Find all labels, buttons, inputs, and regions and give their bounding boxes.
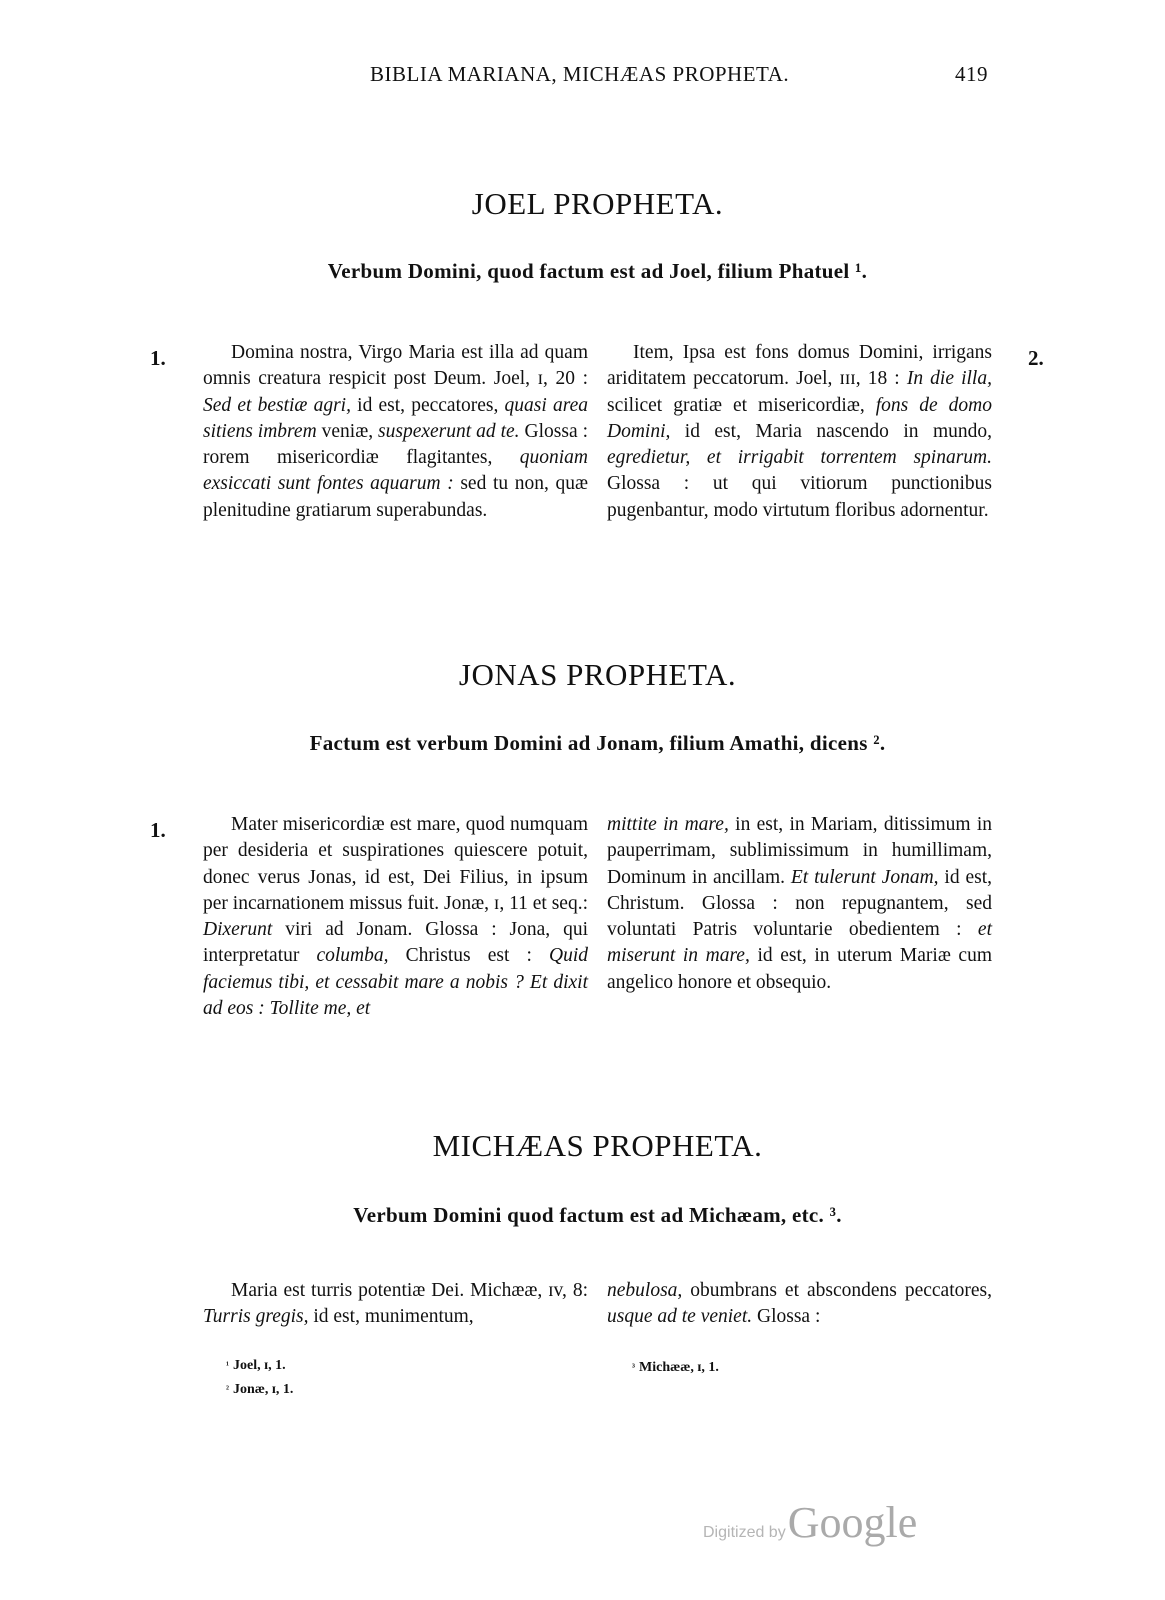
verse-number-jonas-left: 1. — [150, 818, 166, 842]
jonas-right-column — [607, 812, 992, 996]
verse-number-joel-right: 2. — [1028, 346, 1044, 370]
michaeas-left-column — [203, 1278, 588, 1331]
jonas-left-column — [203, 812, 588, 1022]
running-title: BIBLIA MARIANA, MICHÆAS PROPHETA. — [370, 62, 790, 86]
footnotes-right — [632, 1356, 719, 1380]
section-title-joel: JOEL PROPHETA. — [471, 186, 724, 221]
google-logo: Google — [787, 1498, 918, 1547]
paragraph: mittite in mare, in est, in Mariam, ditissimum in pauperrimam, sublimissimum in humillimam, Dominum in ancillam. Et tulerunt Jonam, id est, Christum. Glossa : non repugnantem, sed voluntati Patris voluntarie obedientem : et miserunt in mare, id est, in uterum Mariæ cum angelico honore et obsequio. — [607, 814, 992, 993]
subheading-joel: Verbum Domini, quod factum est ad Joel, filium Phatuel ¹. — [327, 259, 868, 283]
footnote: $^{^1}$ Joel, ɪ, 1. — [226, 1358, 286, 1373]
subheading-michaeas: Verbum Domini quod factum est ad Michæam, etc. ³. — [353, 1203, 842, 1227]
verse-number-joel-left: 1. — [150, 346, 166, 370]
paragraph: nebulosa, obumbrans et abscondens peccatores, usque ad te veniet. Glossa : — [607, 1280, 992, 1328]
page-number: 419 — [955, 62, 988, 86]
section-title-jonas: JONAS PROPHETA. — [458, 657, 737, 692]
section-title-michaeas: MICHÆAS PROPHETA. — [432, 1128, 763, 1163]
subheading-jonas: Factum est verbum Domini ad Jonam, filium Amathi, dicens ². — [309, 731, 886, 755]
footnote: $^{^2}$ Jonæ, ɪ, 1. — [226, 1382, 294, 1397]
watermark-prefix: Digitized by — [703, 1524, 786, 1541]
paragraph: Domina nostra, Virgo Maria est illa ad quam omnis creatura respicit post Deum. Joel, ɪ, 20 : Sed et bestiæ agri, id est, peccatores, quasi area sitiens imbrem veniæ, suspexerunt ad te. Glossa : rorem misericordiæ flagitantes, quoniam exsiccati sunt fontes aquarum : sed tu non, quæ plenitudine gratiarum superabundas. — [203, 342, 589, 521]
joel-left-column — [203, 340, 588, 524]
footnotes-left — [226, 1354, 293, 1402]
paragraph: Maria est turris potentiæ Dei. Michææ, ɪv, 8: Turris gregis, id est, munimentum, — [203, 1280, 588, 1328]
paragraph: Mater misericordiæ est mare, quod numquam per desideria et suspirationes quiescere potuit, donec verus Jonas, id est, Dei Filius, in ipsum per incarnationem missus fuit. Jonæ, ɪ, 11 et seq.: Dixerunt viri ad Jonam. Glossa : Jona, qui interpretatur columba, Christus est : Quid faciemus tibi, et cessabit mare a nobis ? Et dixit ad eos : Tollite me, et — [203, 814, 588, 1020]
paragraph: Item, Ipsa est fons domus Domini, irrigans ariditatem peccatorum. Joel, ɪɪɪ, 18 : In die illa, scilicet gratiæ et misericordiæ, fons de domo Domini, id est, Maria nascendo in mundo, egredietur, et irrigabit torrentem spinarum. Glossa : ut qui vitiorum punctionibus pugenbantur, modo virtutum floribus adornentur. — [607, 342, 992, 521]
footnote: $^{^3}$ Michææ, ɪ, 1. — [632, 1360, 719, 1375]
michaeas-right-column — [607, 1278, 992, 1331]
digitized-by-google-watermark — [703, 1497, 917, 1548]
joel-right-column — [607, 340, 992, 524]
